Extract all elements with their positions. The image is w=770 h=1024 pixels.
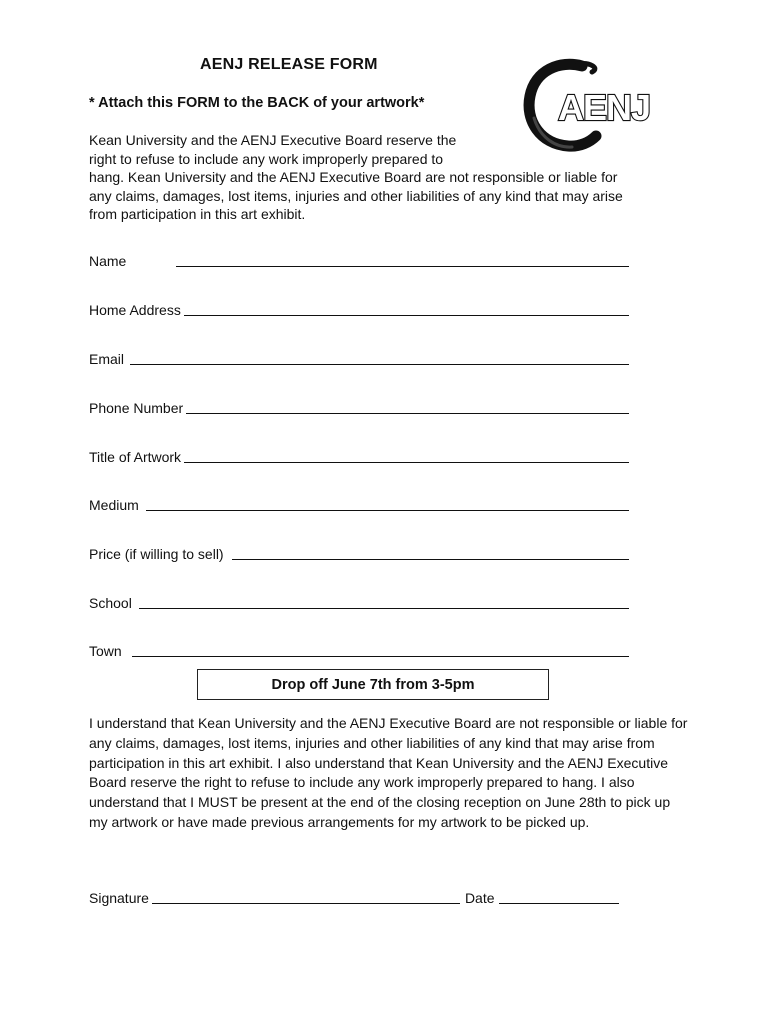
medium-input-line[interactable] xyxy=(146,496,629,511)
title-of-artwork-label: Title of Artwork xyxy=(89,449,182,465)
intro-line: right to refuse to include any work improperly prepared to xyxy=(89,150,444,167)
form-title: AENJ RELEASE FORM xyxy=(200,56,378,73)
town-input-line[interactable] xyxy=(132,642,629,657)
intro-line: any claims, damages, lost items, injuries and other liabilities of any kind that may arise xyxy=(89,187,623,204)
dropoff-text: Drop off June 7th from 3-5pm xyxy=(271,676,475,693)
attach-note: * Attach this FORM to the BACK of your artwork* xyxy=(89,95,425,111)
phone-number-field[interactable] xyxy=(89,398,629,416)
signature-row[interactable] xyxy=(89,888,619,906)
name-input-line[interactable] xyxy=(176,252,629,267)
town-label: Town xyxy=(89,643,122,659)
price-field[interactable] xyxy=(89,544,629,562)
home-address-input-line[interactable] xyxy=(184,301,629,316)
logo-text: AENJ xyxy=(558,87,651,128)
signature-input-line[interactable] xyxy=(152,889,460,904)
dropoff-box xyxy=(197,669,549,700)
medium-label: Medium xyxy=(89,497,139,513)
phone-number-label: Phone Number xyxy=(89,400,184,416)
price-label: Price (if willing to sell) xyxy=(89,546,224,562)
name-field[interactable] xyxy=(89,251,629,269)
home-address-field[interactable] xyxy=(89,300,629,318)
email-field[interactable] xyxy=(89,349,629,367)
intro-line: from participation in this art exhibit. xyxy=(89,206,306,223)
date-input-line[interactable] xyxy=(499,889,619,904)
phone-number-input-line[interactable] xyxy=(186,399,629,414)
school-field[interactable] xyxy=(89,593,629,611)
medium-field[interactable] xyxy=(89,495,629,513)
intro-line: hang. Kean University and the AENJ Executive Board are not responsible or liable for xyxy=(89,169,618,186)
school-label: School xyxy=(89,595,132,611)
email-input-line[interactable] xyxy=(130,350,629,365)
title-of-artwork-input-line[interactable] xyxy=(184,448,629,463)
title-of-artwork-field[interactable] xyxy=(89,447,629,465)
price-input-line[interactable] xyxy=(232,545,629,560)
home-address-label: Home Address xyxy=(89,302,181,318)
aenj-logo xyxy=(520,58,665,153)
date-label: Date xyxy=(464,890,495,906)
intro-line: Kean University and the AENJ Executive Board reserve the xyxy=(89,132,457,148)
school-input-line[interactable] xyxy=(139,594,629,609)
signature-label: Signature xyxy=(89,890,149,906)
town-field[interactable] xyxy=(89,641,629,659)
name-label: Name xyxy=(89,253,127,269)
acknowledgement-text: I understand that Kean University and the AENJ Executive Board are not responsible or liable for any claims, damages, lost items, injuries and other liabilities of any kind that may arise from participation in this art exhibit. I also understand that Kean University and the AENJ Executive Board reserve the right to refuse to include any work improperly prepared to hang. I also understand that I MUST be present at the end of the closing reception on June 28th to pick up my artwork or have made previous arrangements for my artwork to be picked up. xyxy=(89,715,688,830)
email-label: Email xyxy=(89,351,125,367)
